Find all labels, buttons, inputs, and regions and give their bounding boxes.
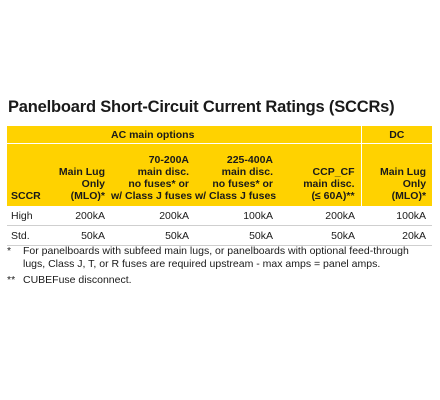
cell-ccp-cf: 50kA [279,226,361,246]
header-line: (≤ 60A)** [311,190,355,202]
header-line: Only [81,178,105,190]
cell-disc-225-400: 100kA [195,206,279,226]
group-header-row [7,126,432,144]
cell-sccr: Std. [7,226,51,246]
header-line: main disc. [221,166,273,178]
header-line: w/ Class J fuses [195,190,277,202]
cell-disc-70-200: 200kA [111,206,195,226]
cell-main-lug-dc: 100kA [361,206,432,226]
header-line: w/ Class J fuses [111,190,193,202]
table-row-std [7,226,432,246]
footnote-text: For panelboards with subfeed main lugs, or panelboards with optional feed-through lugs, Class J, T, or R fuses are required upstream - max amps = panel amps. [23,245,409,270]
header-line: main disc. [137,166,189,178]
footnote-mark: ** [7,274,16,286]
cell-main-lug-dc: 20kA [361,226,432,246]
cell-ccp-cf: 200kA [279,206,361,226]
group-header-empty [7,126,51,144]
col-header-disc-70-200 [111,144,195,207]
cell-main-lug-ac: 50kA [51,226,111,246]
cell-disc-225-400: 50kA [195,226,279,246]
footnote-1 [7,245,432,270]
table-row-high [7,206,432,226]
header-line: Main Lug [379,166,427,178]
cell-sccr: High [7,206,51,226]
header-line: SCCR [11,190,41,202]
header-line: Only [402,178,427,190]
cell-main-lug-ac: 200kA [51,206,111,226]
ac-group-header: AC main options [51,126,361,144]
col-header-disc-225-400 [195,144,279,207]
cell-disc-70-200: 50kA [111,226,195,246]
col-header-main-lug-ac [51,144,111,207]
header-line: 225-400A [226,154,273,166]
header-line: Main Lug [58,166,105,178]
col-header-main-lug-dc [361,144,432,207]
header-line: no fuses* or [128,178,189,190]
column-header-row [7,144,432,207]
header-line: (MLO)* [391,190,427,202]
header-line: no fuses* or [212,178,273,190]
header-line: 70-200A [148,154,189,166]
header-line: CCP_CF [312,166,355,178]
header-line: main disc. [303,178,355,190]
header-line: (MLO)* [70,190,105,202]
footnote-2 [7,274,432,287]
dc-group-header: DC [361,126,432,144]
footnotes [7,245,432,291]
col-header-sccr [7,144,51,207]
sccr-table [7,126,432,246]
page-title: Panelboard Short-Circuit Current Ratings (SCCRs) [8,98,395,116]
col-header-ccp-cf [279,144,361,207]
footnote-mark: * [7,245,12,257]
footnote-text: CUBEFuse disconnect. [23,274,132,286]
